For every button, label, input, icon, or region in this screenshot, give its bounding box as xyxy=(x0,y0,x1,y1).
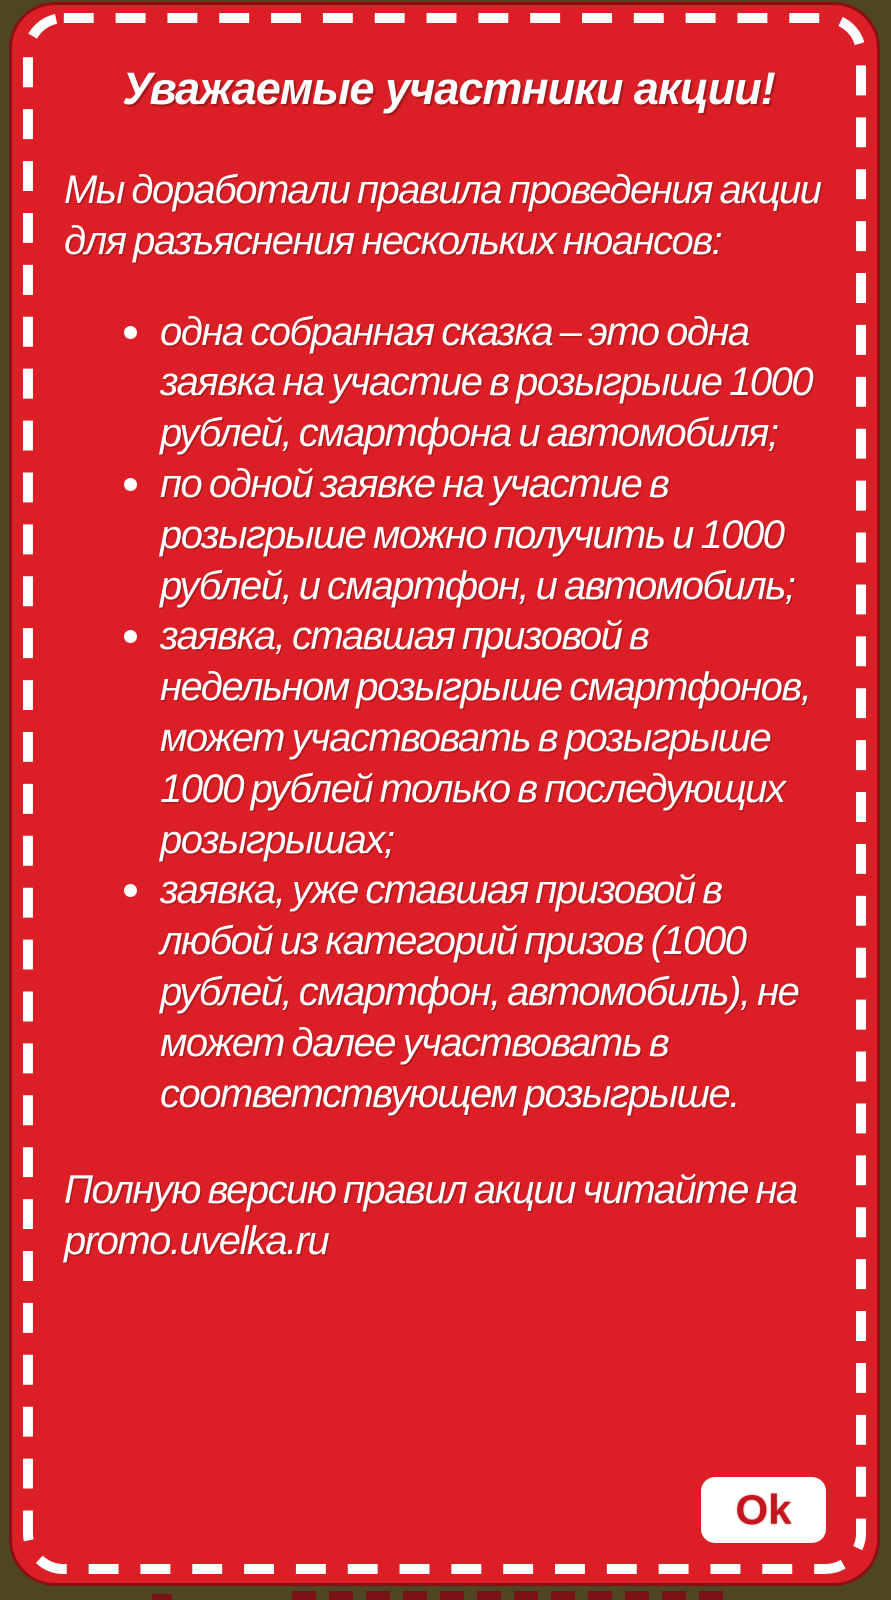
rule-item-3: заявка, ставшая призовой в недельном розыгрыше смартфонов, может участвовать в розыгрыше 1000 рублей только в последующих розыгрышах; xyxy=(160,611,833,865)
rule-item-1: одна собранная сказка – это одна заявка на участие в розыгрыше 1000 рублей, смартфона и автомобиля; xyxy=(160,307,833,459)
promo-rules-modal xyxy=(9,2,880,1586)
ok-button[interactable]: Ok xyxy=(701,1477,826,1543)
modal-title: Уважаемые участники акции! xyxy=(122,63,775,114)
intro-paragraph: Мы доработали правила проведения акции для разъяснения нескольких нюансов: xyxy=(64,168,821,263)
background-cutoff-text xyxy=(292,1591,724,1600)
rule-item-2: по одной заявке на участие в розыгрыше можно получить и 1000 рублей, и смартфон, и автомобиль; xyxy=(160,459,833,611)
footer-note: Полную версию правил акции читайте на promo.uvelka.ru xyxy=(64,1168,797,1264)
background-cutoff-bullet xyxy=(152,1594,172,1600)
rule-item-4: заявка, уже ставшая призовой в любой из категорий призов (1000 рублей, смартфон, автомобиль), не может далее участвовать в соответствующем розыгрыше. xyxy=(160,865,833,1119)
modal-content xyxy=(64,39,833,1307)
rules-bullet-list xyxy=(64,307,833,1120)
